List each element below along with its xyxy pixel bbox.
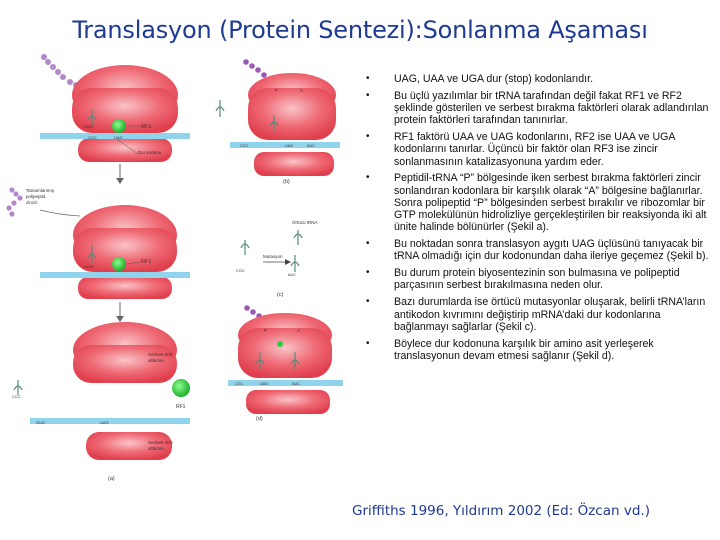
bullet-text: Peptidil-tRNA “P” bölgesinde iken serbest bırakma faktörleri zincir sonlandıran kodonlara bir karşılık olarak “A” bölgesine bağlanırlar. Sonra polipeptid “P” bölgesinden serbest bırakılır ve ribozomlar bir GTP molekülünün hidrolizliye gerçekleştirilen bir reaksiyonda iki alt ünite halinde bölünürler (Şekil a). (394, 172, 707, 234)
bullet-text: RF1 faktörü UAA ve UAG kodonlarını, RF2 ise UAA ve UGA kodonlarını tanırlar. Üçüncü bir faktör olan RF3 ise zincir sonlanmasının katalizasyonuna yardım eder. (394, 131, 675, 168)
polypeptide-label: polipeptid (26, 194, 46, 199)
bullet-text: Bazı durumlarda ise örtücü mutasyonlar oluşarak, belirli tRNA’ların antikodon kıvrımını değiştirip mRNA’daki dur kodonlarına bağlanmayı sağlarlar (Şekil c). (394, 296, 706, 333)
bullet-marker: • (366, 131, 370, 143)
codon-label: AUC (307, 144, 316, 148)
rf1-label: RF1 (141, 124, 152, 130)
bullet-text: Bu noktadan sonra translasyon aygıtı UAG üçlüsünü tanıyacak bir tRNA olmadığı için dur kodonundan daha ileriye geçemez (Şekil b). (394, 238, 709, 263)
codon-label: GGG (84, 264, 94, 269)
ribosome-a1 (72, 65, 178, 162)
page-title: Translasyon (Protein Sentezi):Sonlanma Aşaması (72, 16, 648, 44)
panel-b-label: (b) (283, 179, 290, 185)
codon-label: CGC (235, 382, 244, 386)
polypeptide-label: zinciri (26, 200, 38, 205)
bullet-text: Bu üçlü yazılımlar bir tRNA tarafından değil fakat RF1 ve RF2 şeklinde gösterilen ve serbest bırakma faktörleri olarak adlandırılan protein faktörleri tarafından tanınırlar. (394, 89, 709, 127)
codon-label: UAG (260, 382, 269, 386)
codon-label: UAG (100, 420, 109, 425)
suppressor-trna-label: Örtücü tRNA (292, 220, 318, 225)
bullet-marker: • (366, 238, 370, 250)
panel-c-label: (c) (277, 292, 284, 298)
codon-label: CCC (240, 144, 249, 148)
release-factor (112, 257, 126, 271)
site-label: P (264, 328, 268, 333)
subunit-label: Serbest 30S (148, 440, 173, 445)
bullet-text: UAG, UAA ve UGA dur (stop) kodonlarıdır. (394, 73, 594, 85)
bullet-marker: • (366, 172, 370, 184)
bullet-text: Böylece dur kodonuna karşılık bir amino asit yerleşerek translasyonun devam etmesi sağlanır (Şekil d). (394, 337, 654, 362)
panel-d-label: (d) (256, 416, 263, 422)
mrna-strand (228, 380, 343, 386)
release-factor (172, 379, 190, 397)
ribosome-a2 (73, 205, 177, 299)
subunit-label: altbirimi (148, 446, 164, 451)
ribosome-d-small (246, 390, 330, 414)
bullet-item (362, 238, 712, 262)
translation-termination-figure (0, 40, 360, 500)
codon-label: GGG (84, 124, 94, 129)
panel-a-label: (a) (108, 476, 115, 482)
mrna-strand (40, 272, 190, 278)
bullet-list (362, 73, 712, 367)
site-label: A (297, 328, 301, 333)
stop-codon-label: Dur kodonu (138, 150, 162, 155)
bullet-item (362, 267, 712, 291)
bullet-item (362, 296, 712, 333)
codon-label: UAG (285, 144, 294, 148)
mrna-strand (30, 418, 190, 424)
ribosome-b-small (254, 152, 334, 176)
codon-label: GUG (36, 420, 46, 425)
citation: Griffiths 1996, Yıldırım 2002 (Ed: Özcan vd.) (352, 503, 650, 519)
bullet-marker: • (366, 296, 370, 308)
rf1-label: RF1 (176, 404, 186, 410)
bullet-item (362, 131, 712, 168)
polypeptide-label: Tamamlanmış (26, 188, 55, 193)
mutation-label: Mutasyon (263, 254, 283, 259)
bullet-marker: • (366, 267, 370, 279)
codon-label: AUC (292, 382, 301, 386)
codon-label: CGC (236, 269, 245, 273)
bullet-marker: • (366, 73, 370, 84)
ribosome-b (248, 73, 336, 140)
released-polypeptide (6, 187, 22, 216)
subunit-label: Serbest 50S (148, 352, 173, 357)
bullet-item (362, 73, 712, 85)
codon-label: AUC (288, 273, 297, 277)
bullet-item (362, 172, 712, 233)
site-label: A (300, 88, 304, 93)
codon-label: CCC (88, 135, 97, 140)
codon-label: CCC (12, 394, 21, 399)
ribosome-d (238, 313, 332, 378)
bullet-item (362, 338, 712, 362)
codon-label: UAG (114, 135, 123, 140)
bullet-marker: • (366, 89, 370, 101)
bullet-text: Bu durum protein biyosentezinin son bulmasına ve polipeptid parçasının serbest bırakılmasına neden olur. (394, 267, 680, 292)
release-factor (112, 119, 126, 133)
subunit-label: altbirimi (148, 358, 164, 363)
bullet-marker: • (366, 337, 370, 349)
bullet-item (362, 90, 712, 127)
rf1-label: RF1 (141, 259, 152, 265)
site-label: P (275, 88, 279, 93)
amino-acid (277, 341, 283, 347)
